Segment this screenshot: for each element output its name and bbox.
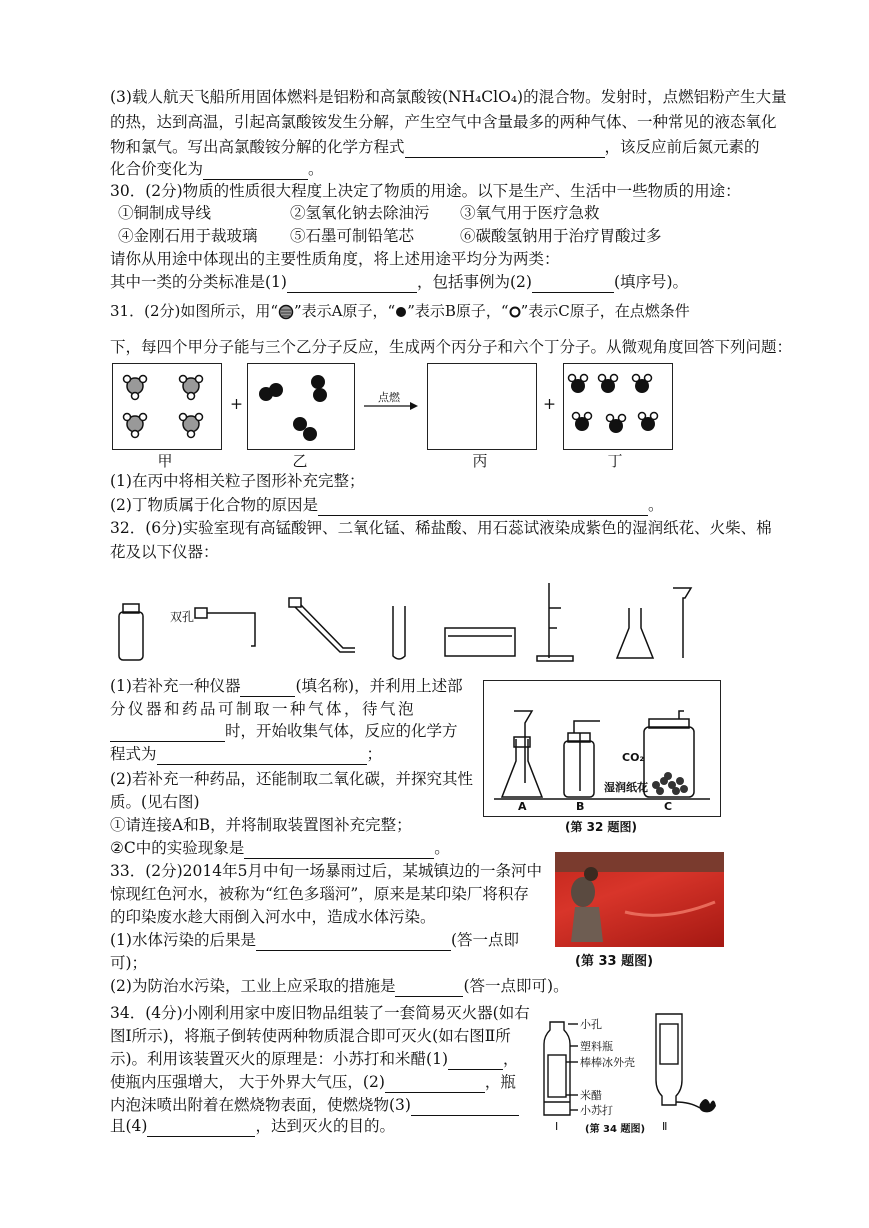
fig34-shell: 棒棒冰外壳	[580, 1056, 635, 1069]
answer-blank[interactable]	[385, 1076, 485, 1093]
fig32-label-co2: CO₂	[622, 751, 645, 764]
q32-stem: 32．(6分)实验室现有高锰酸钾、二氧化锰、稀盐酸、用石蕊试液染成紫色的湿润纸花、火柴、棉	[110, 519, 772, 537]
q32-a6: 质。(见右图)	[110, 793, 200, 811]
q30-question: 其中一类的分类标准是(1) ，包括事例为(2) (填序号)。	[110, 273, 689, 291]
label-bing: 丙	[472, 452, 488, 470]
q33-sub1-cont: 可)；	[110, 954, 148, 972]
apparatus-row	[105, 578, 705, 666]
q34-stem: 34．(4分)小刚利用家中废旧物品组装了一套简易灭火器(如右	[110, 1004, 530, 1022]
q33-stem-line3: 的印染废水趁大雨倒入河水中，造成水体污染。	[110, 908, 436, 926]
arrow-label: 点燃	[378, 391, 400, 404]
q32-a7: ①请连接A和B，并将制取装置图补充完整；	[110, 816, 412, 834]
answer-blank[interactable]	[395, 980, 463, 997]
q30-option: ①铜制成导线	[118, 204, 212, 222]
fig34-caption: (第 34 题图)	[585, 1124, 646, 1135]
q30-option: ⑥碳酸氢钠用于治疗胃酸过多	[460, 227, 662, 245]
molecule-jia-drawing	[113, 364, 221, 449]
atom-a-icon	[278, 304, 294, 320]
answer-blank[interactable]	[110, 725, 225, 742]
answer-blank[interactable]	[157, 748, 367, 765]
figure-32-drawing	[484, 681, 720, 816]
answer-blank[interactable]	[448, 1053, 503, 1070]
molecule-yi-drawing	[248, 364, 354, 449]
label-ding: 丁	[607, 452, 623, 470]
q29-line2: 的热，达到高温，引起高氯酸铵发生分解，产生空气中含量最多的两种气体、一种常见的液态氧化	[110, 113, 777, 131]
q34-line6: 且(4) ，达到灭火的目的。	[110, 1117, 395, 1135]
atom-c-icon	[509, 306, 521, 318]
atom-b-icon	[395, 306, 407, 318]
q32-a8: ②C中的实验现象是 。	[110, 839, 450, 857]
molecule-ding-drawing	[564, 364, 672, 449]
fig34-label-i: Ⅰ	[555, 1120, 559, 1133]
q32-a2: 分仪器和药品可制取一种气体，待气泡	[110, 700, 417, 718]
q31-stem-line2: 下，每四个甲分子能与三个乙分子反应，生成两个丙分子和六个丁分子。从微观角度回答下列问题：	[110, 338, 793, 356]
q34-stem-line2: 图Ⅰ所示)，将瓶子倒转使两种物质混合即可灭火(如右图Ⅱ所	[110, 1027, 511, 1045]
q32-a5: (2)若补充一种药品，还能制取二氧化碳，并探究其性	[110, 770, 473, 788]
fig34-bottle: 塑料瓶	[580, 1040, 613, 1053]
q33-stem: 33．(2分)2014年5月中旬一场暴雨过后，某城镇边的一条河中	[110, 862, 542, 880]
answer-blank[interactable]	[532, 276, 614, 293]
fig34-vinegar: 米醋	[580, 1089, 602, 1102]
molecule-box-ding	[563, 363, 673, 450]
answer-blank[interactable]	[318, 499, 648, 516]
fig33-caption: (第 33 题图)	[575, 954, 654, 969]
q30-option: ④金刚石用于裁玻璃	[118, 227, 258, 245]
q31-stem: 31．(2分)如图所示，用“ ”表示A原子，“ ”表示B原子，“ ”表示C原子，在点燃条件	[110, 302, 690, 320]
plus-sign: +	[543, 395, 556, 413]
answer-blank[interactable]	[287, 276, 417, 293]
label-yi: 乙	[292, 452, 308, 470]
q29-line4: 化合价变化为 。	[110, 160, 324, 178]
fig32-label-a: A	[518, 800, 527, 813]
answer-blank[interactable]	[411, 1099, 519, 1116]
photo-figure	[555, 852, 724, 947]
red-river-photo	[555, 852, 724, 947]
q31-sub1: (1)在丙中将相关粒子图形补充完整；	[110, 472, 365, 490]
answer-blank[interactable]	[405, 141, 605, 158]
answer-blank[interactable]	[256, 934, 451, 951]
answer-blank[interactable]	[203, 163, 308, 180]
q33-sub2: (2)为防治水污染，工业上应采取的措施是 (答一点即可)。	[110, 977, 569, 995]
fig32-caption: (第 32 题图)	[565, 820, 638, 834]
answer-blank[interactable]	[240, 680, 295, 697]
fig34-soda: 小苏打	[580, 1104, 613, 1117]
q34-line4: 使瓶内压强增大， 大于外界大气压，(2) ，瓶	[110, 1073, 516, 1091]
molecule-box-jia	[112, 363, 222, 450]
q32-stem-line2: 花及以下仪器：	[110, 543, 219, 561]
q30-stem: 30．(2分)物质的性质很大程度上决定了物质的用途。以下是生产、生活中一些物质的用途：	[110, 182, 741, 200]
figure-32	[483, 680, 721, 817]
plus-sign: +	[230, 395, 243, 413]
q29-line1: (3)载人航天飞船所用固体燃料是铝粉和高氯酸铵(NH₄ClO₄)的混合物。发射时，点燃铝粉产生大量	[110, 88, 787, 106]
molecule-box-bing[interactable]	[427, 363, 537, 450]
answer-blank[interactable]	[147, 1120, 255, 1137]
q33-stem-line2: 惊现红色河水，被称为“红色多瑙河”，原来是某印染厂将积存	[110, 885, 529, 903]
fig34-hole: 小孔	[580, 1018, 602, 1031]
q29-line3: 物和氯气。写出高氯酸铵分解的化学方程式 ，该反应前后氮元素的	[110, 138, 760, 156]
q34-line3: 示)。利用该装置灭火的原理是：小苏打和米醋(1) ，	[110, 1050, 519, 1068]
molecule-box-yi	[247, 363, 355, 450]
figure-34-drawing	[540, 1010, 730, 1130]
q32-a1: (1)若补充一种仪器 (填名称)，并利用上述部	[110, 677, 463, 695]
q30-option: ②氢氧化钠去除油污	[290, 204, 430, 222]
tube-label: 双孔	[170, 610, 195, 624]
q32-a3: 时，开始收集气体，反应的化学方	[110, 720, 458, 742]
q33-sub1: (1)水体污染的后果是 (答一点即	[110, 931, 520, 949]
answer-blank[interactable]	[244, 842, 434, 859]
fig32-label-paper: 湿润纸花	[604, 781, 648, 794]
q30-option: ③氧气用于医疗急救	[460, 204, 600, 222]
fig34-label-ii: Ⅱ	[662, 1120, 668, 1133]
q34-line5: 内泡沫喷出附着在燃烧物表面，使燃烧物(3)	[110, 1094, 519, 1116]
q30-option: ⑤石墨可制铅笔芯	[290, 227, 415, 245]
q30-instruction: 请你从用途中体现出的主要性质角度，将上述用途平均分为两类：	[110, 250, 560, 268]
q32-a4: 程式为 ；	[110, 745, 383, 763]
fig32-label-c: C	[664, 800, 673, 813]
q31-sub2: (2)丁物质属于化合物的原因是 。	[110, 496, 664, 514]
label-jia: 甲	[157, 452, 173, 470]
fig32-label-b: B	[576, 800, 585, 813]
